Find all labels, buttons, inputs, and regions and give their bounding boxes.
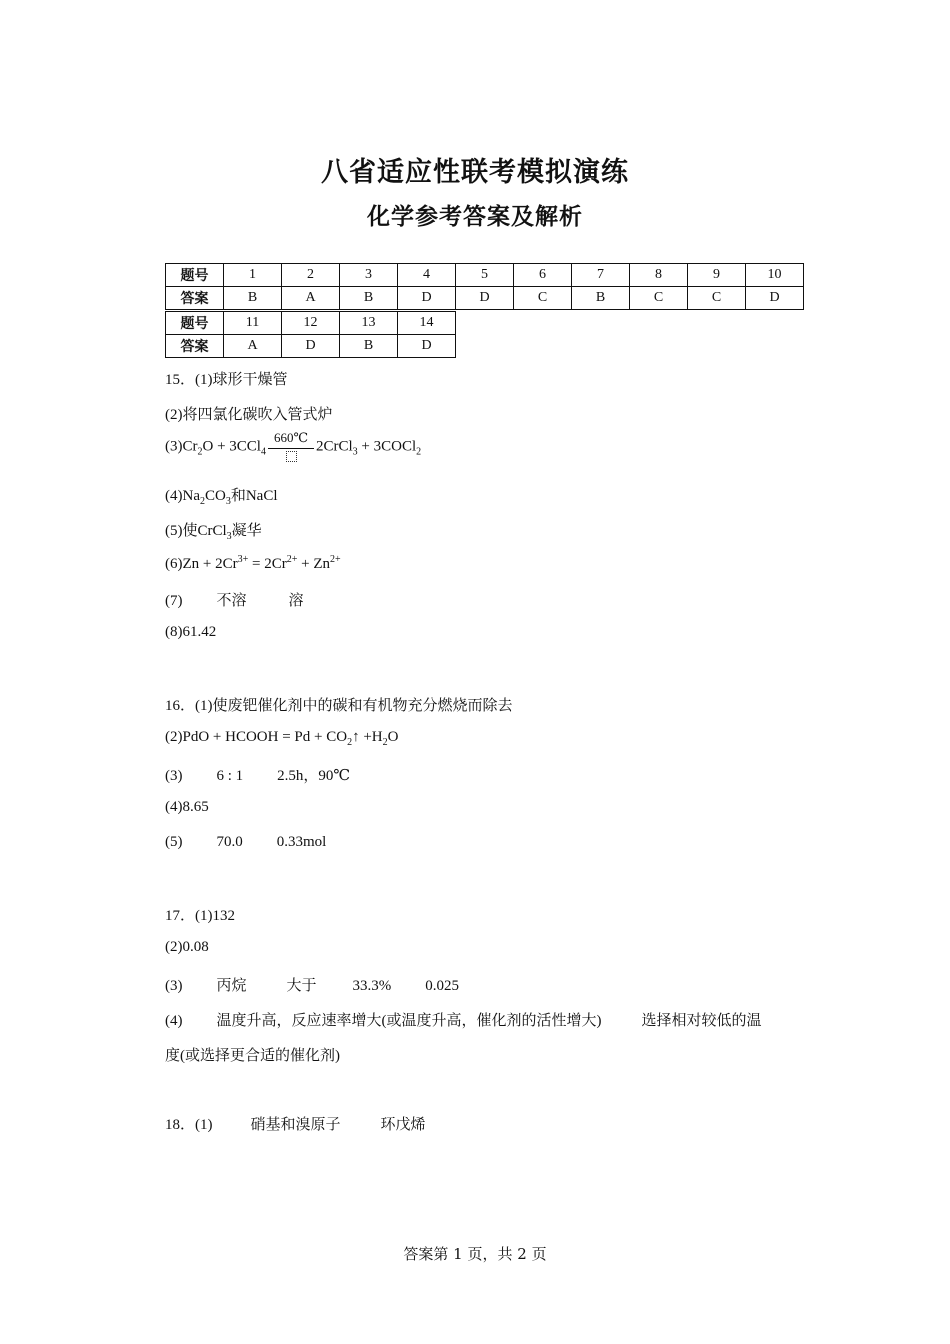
q15-answer-8: (8)61.42 <box>165 624 217 640</box>
answer-cell: D <box>282 335 340 358</box>
answer-cell: C <box>688 287 746 310</box>
answer-cell: B <box>224 287 282 310</box>
answer-cell: D <box>456 287 514 310</box>
q17-answer-4: (4) 温度升高，反应速率增大(或温度升高，催化剂的活性增大) 选择相对较低的温 <box>165 1013 762 1029</box>
answer-table-2 <box>165 311 456 358</box>
q16-answer-5: (5) 70.0 0.33mol <box>165 834 327 850</box>
q18-answer-1: 18．(1) 硝基和溴原子 环戊烯 <box>165 1117 426 1133</box>
row-label-question: 题号 <box>166 264 224 287</box>
q16-answer-1: 16．(1)使废钯催化剂中的碳和有机物充分燃烧而除去 <box>165 698 513 714</box>
answer-cell: D <box>398 335 456 358</box>
row-label-answer: 答案 <box>166 335 224 358</box>
question-number: 12 <box>282 312 340 335</box>
answer-cell: C <box>630 287 688 310</box>
question-number: 7 <box>572 264 630 287</box>
table-row-answers <box>166 335 456 358</box>
answer-cell: D <box>746 287 804 310</box>
q15-answer-4: $(4)Na_2CO_3$和NaCl <box>165 488 278 507</box>
question-number: 4 <box>398 264 456 287</box>
page-title: 八省适应性联考模拟演练 <box>321 157 629 188</box>
q16-answer-4: (4)8.65 <box>165 799 209 815</box>
question-number: 2 <box>282 264 340 287</box>
question-number: 1 <box>224 264 282 287</box>
q17-answer-3: (3) 丙烷 大于 33.3% 0.025 <box>165 978 460 994</box>
q15-answer-1: 15．(1)球形干燥管 <box>165 372 288 388</box>
answer-cell: C <box>514 287 572 310</box>
question-number: 3 <box>340 264 398 287</box>
page-footer: 答案第 1 页，共 2 页 <box>403 1245 547 1263</box>
q15-answer-7: (7) 不溶 溶 <box>165 593 304 609</box>
q15-answer-2: (2)将四氯化碳吹入管式炉 <box>165 407 333 423</box>
answer-table-1 <box>165 263 804 310</box>
q15-answer-5: (5)使CrCl$_3$凝华 <box>165 523 262 542</box>
equation-text: (3)Cr <box>165 438 198 455</box>
q17-answer-4-cont: 度(或选择更合适的催化剂) <box>165 1048 340 1064</box>
question-number: 11 <box>224 312 282 335</box>
table-row-questions <box>166 312 456 335</box>
reaction-condition: 660℃ <box>273 430 308 445</box>
answer-cell: A <box>282 287 340 310</box>
row-label-question: 题号 <box>166 312 224 335</box>
q17-answer-1: 17．(1)132 <box>165 908 235 924</box>
question-number: 10 <box>746 264 804 287</box>
question-number: 6 <box>514 264 572 287</box>
question-number: 8 <box>630 264 688 287</box>
answer-cell: B <box>340 287 398 310</box>
q17-answer-2: (2)0.08 <box>165 939 209 955</box>
question-number: 14 <box>398 312 456 335</box>
reaction-arrow <box>268 432 314 462</box>
q16-answer-2: (2)PdO + HCOOH = $Pd + CO_2↑ +H_2O$ <box>165 729 399 748</box>
page-subtitle: 化学参考答案及解析 <box>367 204 583 230</box>
q16-answer-3: (3) 6 : 1 2.5h，90℃ <box>165 768 351 784</box>
answer-cell: B <box>572 287 630 310</box>
table-row-answers <box>166 287 804 310</box>
q15-answer-6: $(6)Zn + 2Cr^{3+} = 2Cr^{2+} + Zn^{2+}$ <box>165 554 341 572</box>
question-number: 13 <box>340 312 398 335</box>
answer-cell: B <box>340 335 398 358</box>
q15-answer-3: $(3)Cr_2O + 3CCl_4$ 660℃ 2CrCl$_3$ + 3COCl$_2$ <box>165 432 421 462</box>
question-number: 9 <box>688 264 746 287</box>
answer-cell: D <box>398 287 456 310</box>
answer-cell: A <box>224 335 282 358</box>
row-label-answer: 答案 <box>166 287 224 310</box>
question-number: 5 <box>456 264 514 287</box>
table-row-questions <box>166 264 804 287</box>
placeholder-box-icon <box>286 451 297 462</box>
